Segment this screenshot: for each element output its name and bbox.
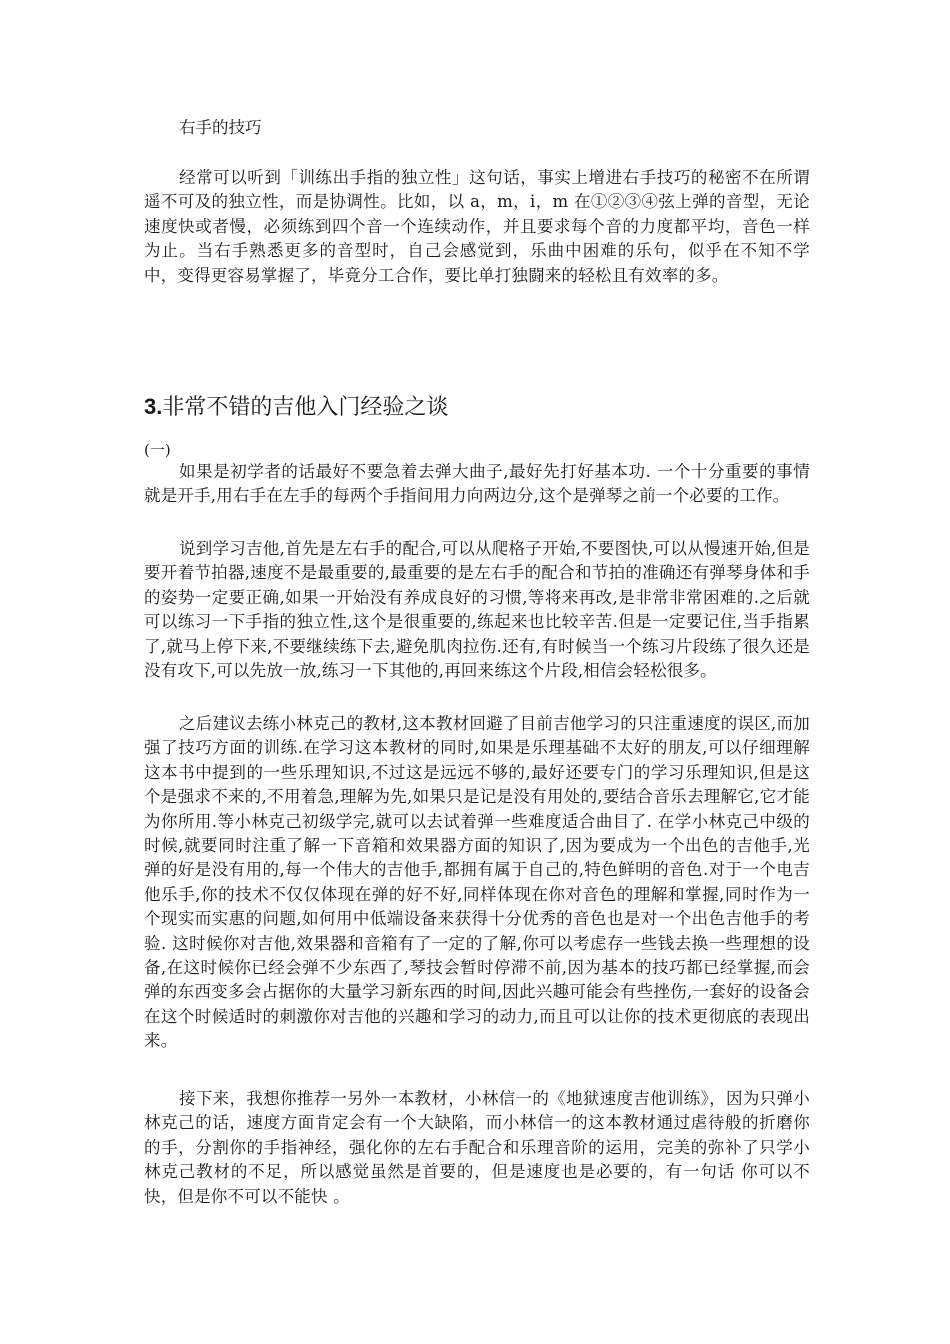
body-paragraph: 如果是初学者的话最好不要急着去弹大曲子,最好先打好基本功. 一个十分重要的事情就是开手,用右手在左手的每两个手指间用力向两边分,这个是弹琴之前一个必要的工作。 xyxy=(144,462,810,506)
section-heading xyxy=(144,391,448,424)
subsection-title: 右手的技巧 xyxy=(179,118,262,137)
intro-paragraph: 经常可以听到「训练出手指的独立性」这句话，事实上增进右手技巧的秘密不在所谓遥不可及的独立性，而是协调性。比如，以 a，m，i，m 在①②③④弦上弹的音型，无论速度快或者慢，必须练到四个音一个连续动作，并且要求每个音的力度都平均，音色一样为止。当右手熟悉更多的音型时，自己会感觉到，乐曲中困难的乐句，似乎在不知不学中，变得更容易掌握了，毕竟分工合作，要比单打独闘来的轻松且有效率的多。 xyxy=(144,168,810,285)
body-paragraph: 接下来，我想你推荐一另外一本教材，小林信一的《地狱速度吉他训练》，因为只弹小林克己的话，速度方面肯定会有一个大缺陷，而小林信一的这本教材通过虐待般的折磨你的手，分割你的手指神经，强化你的左右手配合和乐理音阶的运用，完美的弥补了只学小林克己教材的不足，所以感觉虽然是首要的，但是速度也是必要的，有一句话 你可以不快，但是你不可以不能快 。 xyxy=(144,1089,810,1206)
section-title: 非常不错的吉他入门经验之谈 xyxy=(162,395,449,420)
body-paragraph: 说到学习吉他,首先是左右手的配合,可以从爬格子开始,不要图快,可以从慢速开始,但是要开着节拍器,速度不是最重要的,最重要的是左右手的配合和节拍的准确还有弹琴身体和手的姿势一定要正确,如果一开始没有养成良好的习惯,等将来再改,是非常非常困难的.之后就可以练习一下手指的独立性,这个是很重要的,练起来也比较辛苦.但是一定要记住,当手指累了,就马上停下来,不要继续练下去,避免肌肉拉伤.还有,有时候当一个练习片段练了很久还是没有攻下,可以先放一放,练习一下其他的,再回来练这个片段,相信会轻松很多。 xyxy=(144,539,810,681)
section-number: 3. xyxy=(144,394,163,419)
body-paragraph: 之后建议去练小林克己的教材,这本教材回避了目前吉他学习的只注重速度的误区,而加强了技巧方面的训练.在学习这本教材的同时,如果是乐理基础不太好的朋友,可以仔细理解这本书中提到的一些乐理知识,不过这是远远不够的,最好还要专门的学习乐理知识,但是这个是强求不来的,不用着急,理解为先,如果只是记是没有用处的,要结合音乐去理解它,它才能为你所用.等小林克己初级学完,就可以去试着弹一些难度适合曲目了. 在学小林克己中级的时候,就要同时注重了解一下音箱和效果器方面的知识了,因为要成为一个出色的吉他手,光弹的好是没有用的,每一个伟大的吉他手,都拥有属于自己的,特色鲜明的音色.对于一个电吉他乐手,你的技术不仅仅体现在弹的好不好,同样体现在你对音色的理解和掌握,同时作为一个现实而实惠的问题,如何用中低端设备来获得十分优秀的音色也是对一个出色吉他手的考验. 这时候你对吉他,效果器和音箱有了一定的了解,你可以考虑存一些钱去换一些理想的设备,在这时候你已经会弹不少东西了,琴技会暂时停滞不前,因为基本的技巧都已经掌握,而会弹的东西变多会占据你的大量学习新东西的时间,因此兴趣可能会有些挫伤,一套好的设备会在这个时候适时的刺激你对吉他的兴趣和学习的动力,而且可以让你的技术更彻底的表现出来。 xyxy=(144,714,810,1051)
part-label: (一) xyxy=(144,441,171,459)
